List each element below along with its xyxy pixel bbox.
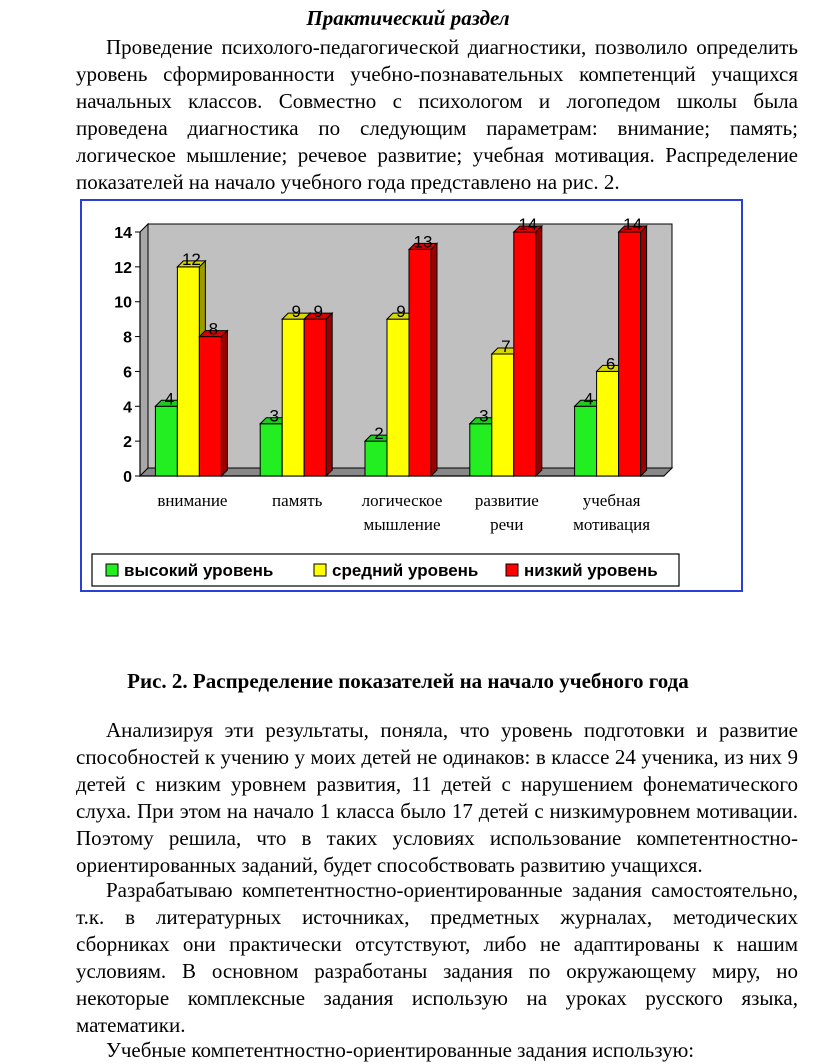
- bar-side: [221, 331, 227, 476]
- category-label: мышление: [363, 515, 441, 534]
- data-label: 8: [208, 319, 219, 339]
- intro-paragraph: Проведение психолого-педагогической диагностики, позволило определить уровень сформированности учебно-познавательных компетенций учащихся начальных классов. Совместно с психологом и логопедом школы была проведена диагностика по следующим параметрам: внимание; память; логическое мышление; речевое развитие; учебная мотивация. Распределение показателей на начало учебного года представлено на рис. 2.: [76, 35, 798, 194]
- y-tick-label: 8: [123, 329, 132, 347]
- development-paragraph: Разрабатываю компетентностно-ориентированные задания самостоятельно, т.к. в литературных источниках, предметных журналах, методических сборниках они практически отсутствуют, либо не адаптированы к нашим условиям. В основном разработаны задания по окружающему миру, но некоторые комплексные задания использую на уроках русского языка, математики.: [76, 878, 798, 1037]
- bar-side: [326, 313, 332, 476]
- data-label: 3: [479, 406, 489, 426]
- bar: [514, 232, 536, 476]
- category-label: логическое: [361, 491, 443, 510]
- bar: [409, 249, 431, 476]
- category-label: память: [271, 491, 323, 510]
- bar: [597, 371, 619, 476]
- bar: [199, 337, 221, 476]
- bar: [619, 232, 641, 476]
- y-tick-label: 2: [123, 434, 132, 452]
- y-tick-label: 12: [114, 259, 132, 277]
- bar: [470, 424, 492, 476]
- data-label: 9: [313, 302, 323, 322]
- category-label: внимание: [157, 491, 228, 510]
- data-label: 2: [374, 424, 384, 444]
- legend-swatch: [314, 564, 326, 576]
- legend-swatch: [106, 564, 118, 576]
- figure-caption: Рис. 2. Распределение показателей на начало учебного года: [127, 669, 689, 693]
- bar: [492, 354, 514, 476]
- category-label: мотивация: [573, 515, 651, 534]
- bar: [260, 424, 282, 476]
- data-label: 9: [396, 302, 406, 322]
- y-tick-label: 4: [123, 399, 132, 417]
- legend-label: низкий уровень: [524, 561, 658, 580]
- data-label: 14: [518, 215, 538, 234]
- y-tick-label: 14: [114, 225, 132, 242]
- data-label: 4: [164, 389, 175, 409]
- section-heading: Практический раздел: [306, 6, 510, 30]
- y-tick-label: 0: [123, 469, 132, 486]
- y-tick-label: 6: [123, 364, 132, 382]
- data-label: 4: [583, 389, 594, 409]
- legend-label: средний уровень: [332, 561, 479, 580]
- legend-label: высокий уровень: [124, 561, 274, 580]
- category-label: речи: [490, 515, 524, 534]
- bar: [282, 319, 304, 476]
- bar: [155, 406, 177, 476]
- bar: [387, 319, 409, 476]
- data-label: 9: [291, 302, 301, 322]
- usage-paragraph: Учебные компетентностно-ориентированные задания использую:: [106, 1038, 695, 1062]
- bar-side: [431, 243, 437, 476]
- chart-frame: [80, 199, 743, 592]
- category-label: учебная: [582, 491, 641, 510]
- data-label: 12: [181, 249, 201, 269]
- data-label: 6: [605, 354, 616, 374]
- data-label: 14: [623, 215, 643, 234]
- bar: [177, 267, 199, 476]
- analysis-paragraph: Анализируя эти результаты, поняла, что уровень подготовки и развитие способностей к учению у моих детей не одинаков: в классе 24 ученика, из них 9 детей с низким уровнем развития, 11 детей с нарушением фонематического слуха. При этом на начало 1 класса было 17 детей с низкимуровнем мотивации. Поэтому решила, что в таких условиях использование компетентностно-ориентированных заданий, будет способствовать развитию учащихся.: [76, 718, 798, 877]
- bar-side: [641, 226, 647, 476]
- bar-side: [536, 226, 542, 476]
- y-tick-label: 10: [114, 294, 132, 312]
- data-label: 7: [501, 337, 511, 356]
- plot-side-wall: [140, 224, 148, 476]
- category-label: развитие: [474, 491, 539, 510]
- bar: [304, 319, 326, 476]
- bar: [365, 441, 387, 476]
- legend-swatch: [506, 564, 518, 576]
- bar: [575, 406, 597, 476]
- data-label: 13: [413, 232, 433, 252]
- data-label: 3: [269, 406, 279, 426]
- bar-chart: [82, 201, 741, 590]
